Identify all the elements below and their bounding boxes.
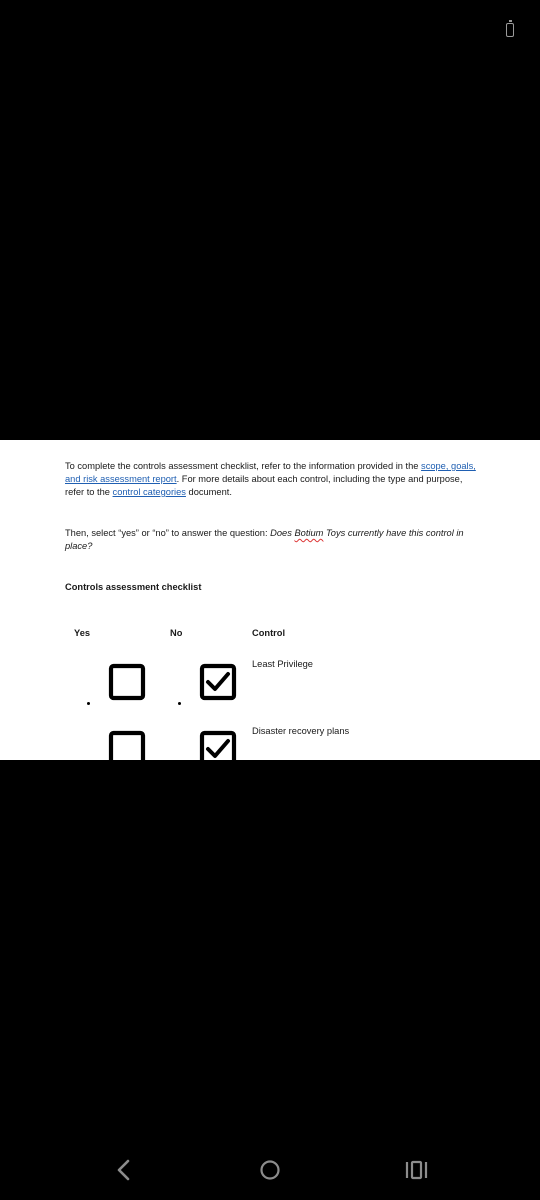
disaster-recovery-no-checkbox[interactable] bbox=[199, 730, 237, 760]
disaster-recovery-yes-checkbox[interactable] bbox=[108, 730, 146, 760]
column-header-control: Control bbox=[252, 628, 286, 638]
bullet-dot bbox=[178, 702, 181, 705]
column-header-yes: Yes bbox=[74, 628, 91, 638]
checklist-heading: Controls assessment checklist bbox=[65, 582, 202, 592]
status-battery-icon bbox=[506, 23, 514, 37]
home-icon[interactable] bbox=[259, 1159, 281, 1181]
column-header-no: No bbox=[170, 628, 183, 638]
control-categories-link[interactable]: control categories bbox=[112, 487, 186, 497]
scope-goals-report-link[interactable]: scope, goals, and risk assessment report bbox=[65, 461, 476, 484]
intro-paragraph: To complete the controls assessment checklist, refer to the information provided in the scope, goals, and risk assessment report. For more details about each control, including the type and purpose, refer to the control categories document. bbox=[65, 461, 476, 497]
question-text: Does Botium Toys currently have this control in place? bbox=[65, 528, 464, 551]
document-page bbox=[0, 440, 540, 760]
control-label-least-privilege: Least Privilege bbox=[252, 659, 313, 669]
least-privilege-yes-checkbox[interactable] bbox=[108, 663, 146, 701]
bullet-dot bbox=[87, 702, 90, 705]
recent-apps-icon[interactable] bbox=[405, 1159, 429, 1181]
least-privilege-no-checkbox[interactable] bbox=[199, 663, 237, 701]
back-icon[interactable] bbox=[113, 1158, 135, 1182]
control-label-disaster-recovery: Disaster recovery plans bbox=[252, 726, 350, 736]
spellcheck-word: Botium bbox=[294, 528, 324, 538]
instruction-paragraph: Then, select “yes” or “no” to answer the question: Does Botium Toys currently have this control in place? bbox=[65, 528, 464, 551]
